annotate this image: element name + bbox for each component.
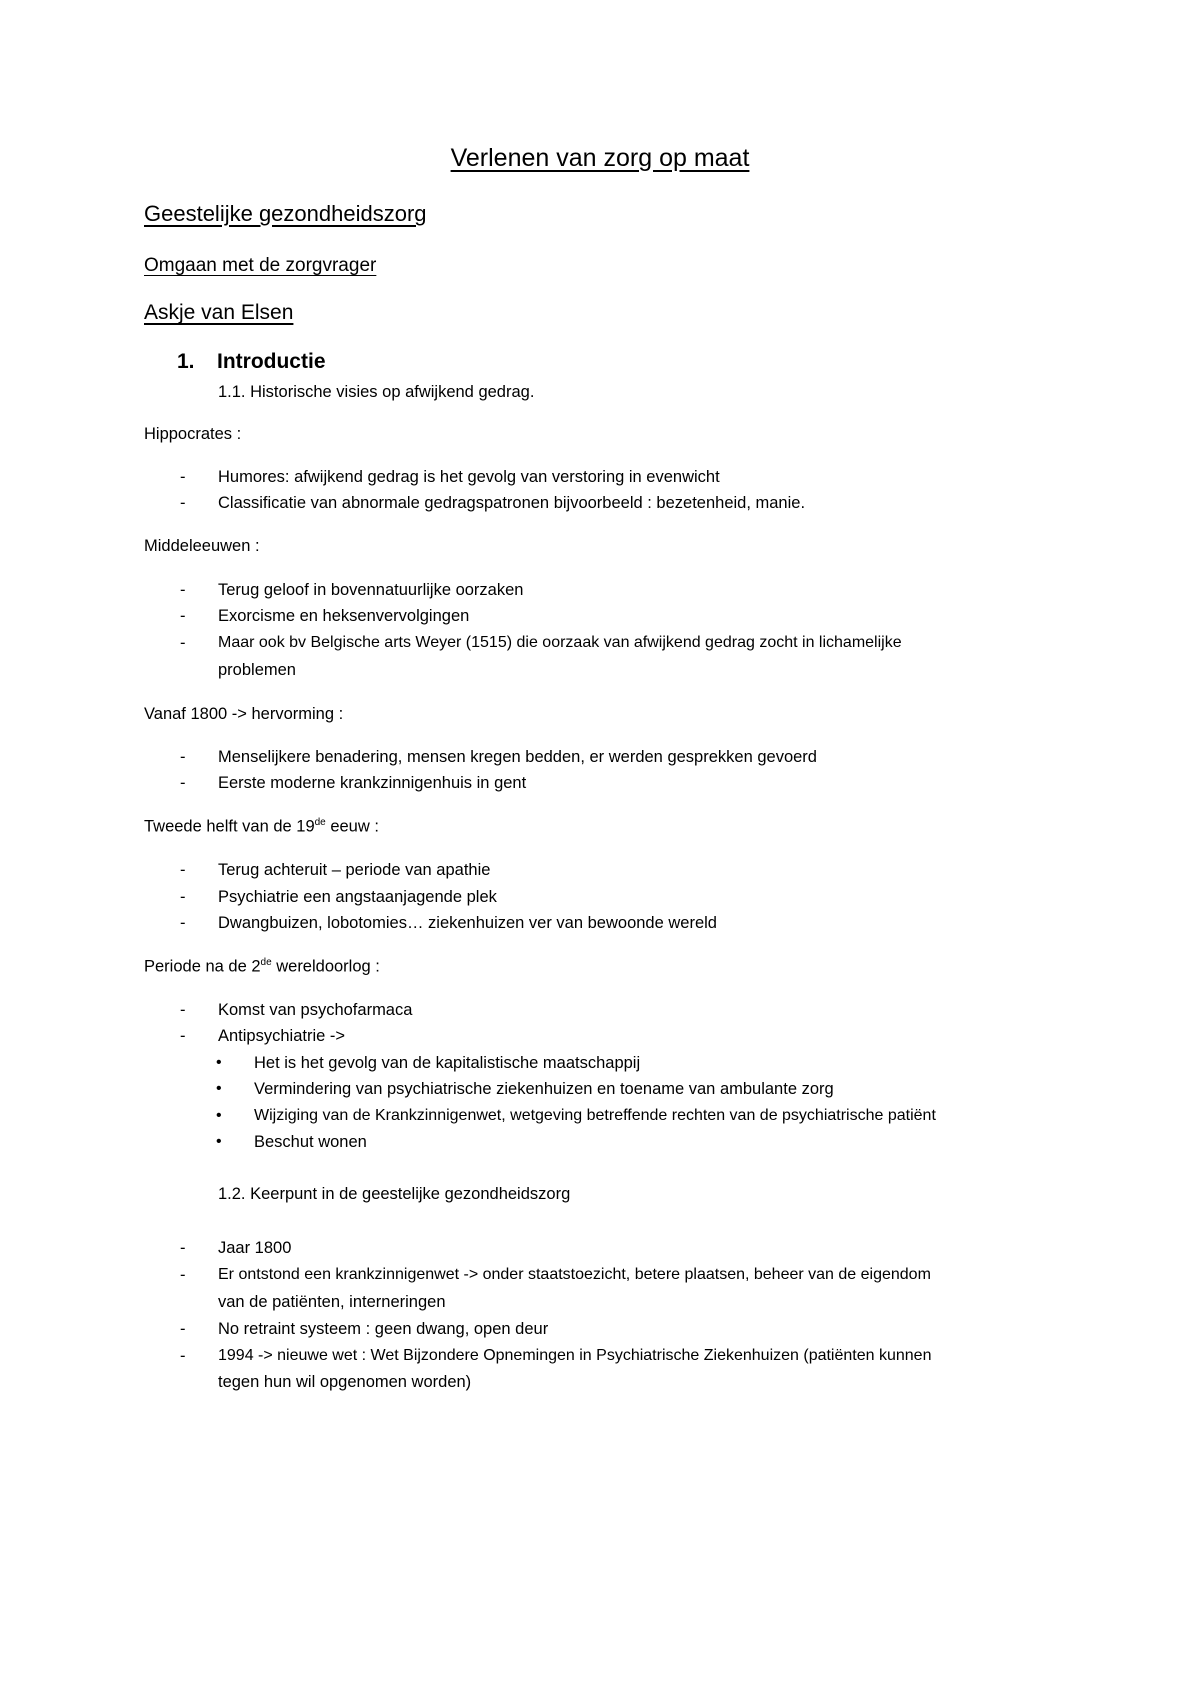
section-label-hippocrates: Hippocrates : xyxy=(144,425,242,443)
list-item: Antipsychiatrie -> xyxy=(218,1027,346,1045)
list-item-continuation: tegen hun wil opgenomen worden) xyxy=(218,1373,472,1391)
dash-marker: - xyxy=(180,914,186,932)
list-item-continuation: problemen xyxy=(218,661,296,679)
subheading-1-2: 1.2. Keerpunt in de geestelijke gezondheidszorg xyxy=(218,1185,571,1203)
section-label-middeleeuwen: Middeleeuwen : xyxy=(144,537,260,555)
chapter-number: 1. xyxy=(177,350,195,373)
list-item: 1994 -> nieuwe wet : Wet Bijzondere Opnemingen in Psychiatrische Ziekenhuizen (patiënten kunnen xyxy=(218,1347,932,1364)
dash-marker: - xyxy=(180,1266,186,1284)
list-item: Classificatie van abnormale gedragspatronen bijvoorbeeld : bezetenheid, manie. xyxy=(218,494,806,512)
heading-main: Geestelijke gezondheidszorg xyxy=(144,201,427,226)
document-title: Verlenen van zorg op maat xyxy=(450,144,750,172)
bullet-dot-icon: • xyxy=(216,1133,222,1150)
chapter-title: Introductie xyxy=(217,350,326,373)
sub-list-item: Het is het gevolg van de kapitalistische maatschappij xyxy=(254,1054,641,1072)
sub-list-item: Wijziging van de Krankzinnigenwet, wetgeving betreffende rechten van de psychiatrische patiënt xyxy=(254,1107,936,1124)
section-label-vanaf-1800: Vanaf 1800 -> hervorming : xyxy=(144,705,344,723)
dash-marker: - xyxy=(180,1027,186,1045)
dash-marker: - xyxy=(180,494,186,512)
dash-marker: - xyxy=(180,861,186,879)
dash-marker: - xyxy=(180,634,186,652)
bullet-dot-icon: • xyxy=(216,1080,222,1097)
dash-marker: - xyxy=(180,1347,186,1365)
list-item: No retraint systeem : geen dwang, open deur xyxy=(218,1320,549,1338)
dash-marker: - xyxy=(180,581,186,599)
bullet-dot-icon: • xyxy=(216,1107,222,1124)
section-label-periode: Periode na de 2de wereldoorlog : xyxy=(144,957,380,976)
dash-marker: - xyxy=(180,748,186,766)
chapter-heading xyxy=(177,350,326,374)
dash-marker: - xyxy=(180,607,186,625)
dash-marker: - xyxy=(180,888,186,906)
list-item: Maar ook bv Belgische arts Weyer (1515) die oorzaak van afwijkend gedrag zocht in lichamelijke xyxy=(218,634,902,651)
dash-marker: - xyxy=(180,1001,186,1019)
dash-marker: - xyxy=(180,1320,186,1338)
list-item: Menselijkere benadering, mensen kregen bedden, er werden gesprekken gevoerd xyxy=(218,748,817,766)
list-item: Humores: afwijkend gedrag is het gevolg van verstoring in evenwicht xyxy=(218,468,720,486)
heading-sub: Omgaan met de zorgvrager xyxy=(144,255,377,276)
list-item: Komst van psychofarmaca xyxy=(218,1001,413,1019)
list-item: Psychiatrie een angstaanjagende plek xyxy=(218,888,497,906)
list-item: Jaar 1800 xyxy=(218,1239,292,1257)
dash-marker: - xyxy=(180,1239,186,1257)
list-item: Exorcisme en heksenvervolgingen xyxy=(218,607,470,625)
list-item: Er ontstond een krankzinnigenwet -> onder staatstoezicht, betere plaatsen, beheer van de eigendom xyxy=(218,1266,931,1283)
bullet-dot-icon: • xyxy=(216,1054,222,1071)
section-label-tweede-helft: Tweede helft van de 19de eeuw : xyxy=(144,817,379,836)
list-item: Eerste moderne krankzinnigenhuis in gent xyxy=(218,774,527,792)
list-item: Terug geloof in bovennatuurlijke oorzaken xyxy=(218,581,524,599)
list-item: Dwangbuizen, lobotomies… ziekenhuizen ver van bewoonde wereld xyxy=(218,914,717,932)
dash-marker: - xyxy=(180,774,186,792)
dash-marker: - xyxy=(180,468,186,486)
sub-list-item: Vermindering van psychiatrische ziekenhuizen en toename van ambulante zorg xyxy=(254,1080,834,1098)
subheading-1-1: 1.1. Historische visies op afwijkend gedrag. xyxy=(218,383,535,401)
author-name: Askje van Elsen xyxy=(144,301,294,324)
sub-list-item: Beschut wonen xyxy=(254,1133,367,1151)
list-item-continuation: van de patiënten, interneringen xyxy=(218,1293,446,1311)
list-item: Terug achteruit – periode van apathie xyxy=(218,861,491,879)
